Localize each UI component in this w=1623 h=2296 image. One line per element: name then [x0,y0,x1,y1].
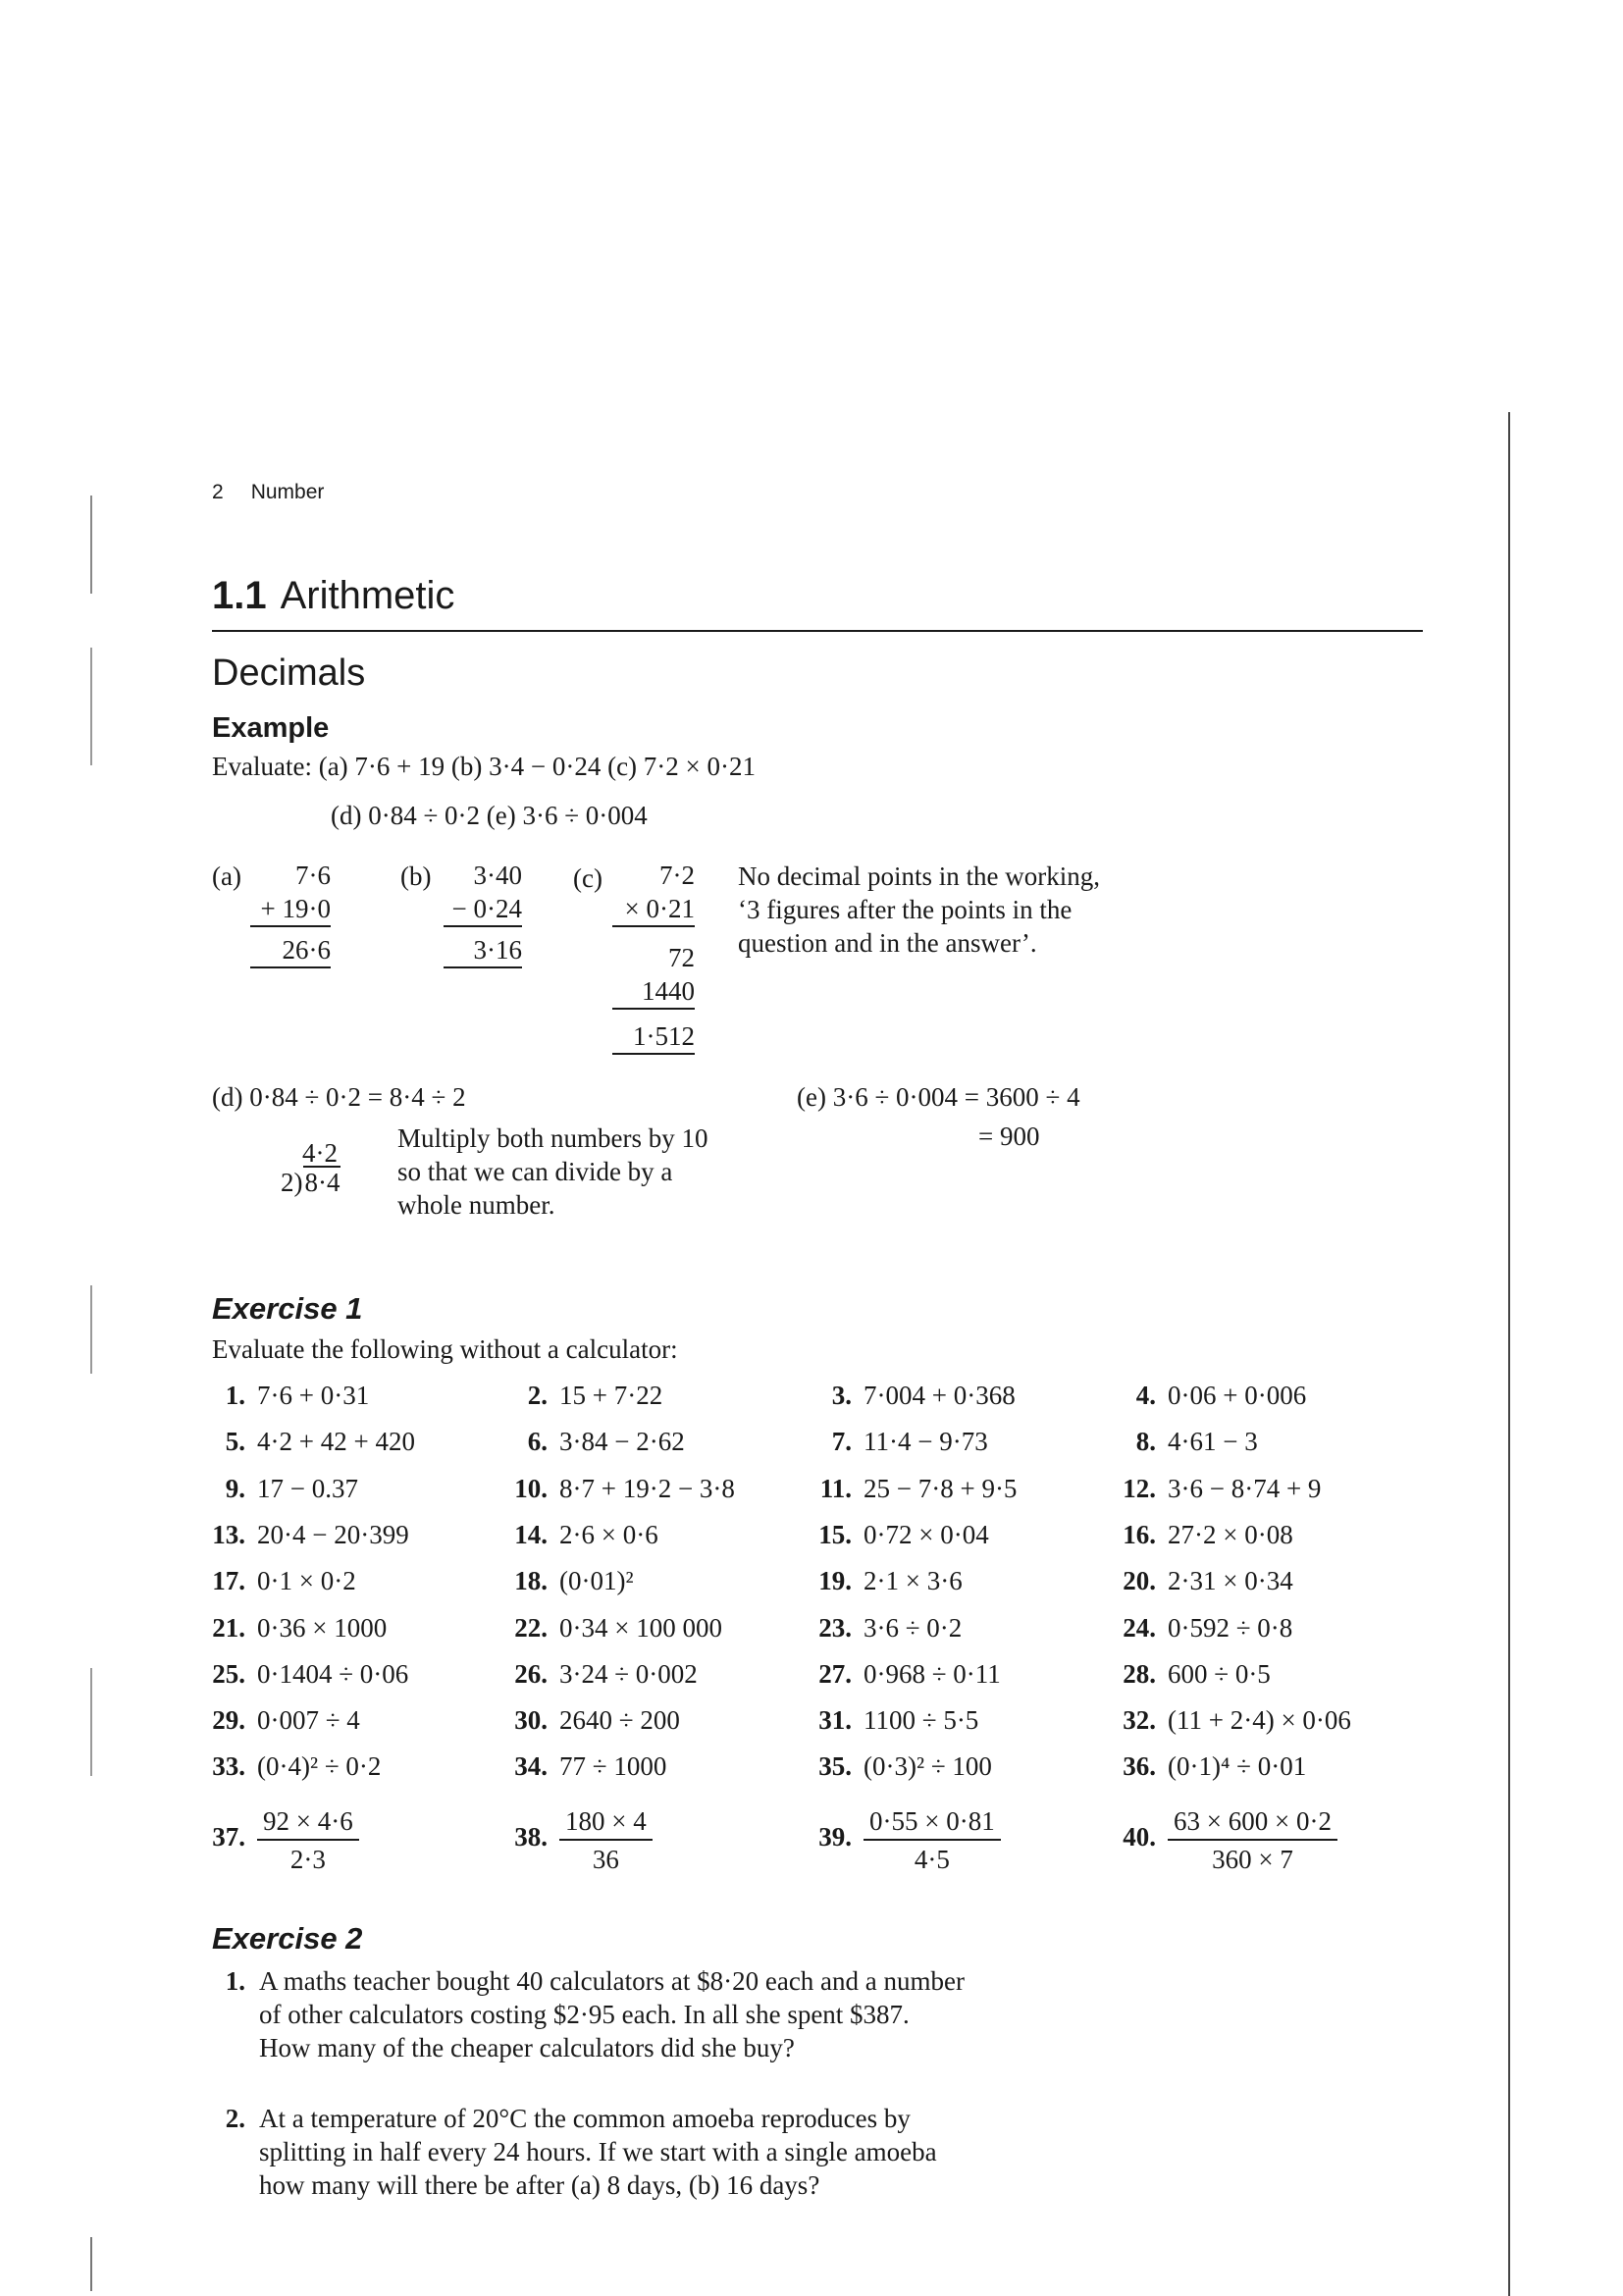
fraction-denominator: 36 [592,1845,619,1874]
exercise1-q-number: 15. [818,1519,852,1549]
exercise1-q-number: 6. [527,1427,548,1457]
exercise1-q-expression: 0·007 ÷ 4 [257,1705,360,1736]
working-e-line2: = 900 [978,1122,1040,1151]
exercise1-q-number: 3. [831,1381,852,1410]
example-heading: Example [212,712,330,744]
exercise1-q-expression: 11·4 − 9·73 [864,1427,988,1457]
exercise1-q-number: 23. [818,1612,852,1643]
exercise1-q-number: 26. [514,1658,548,1689]
long-division-dividend: 8·4 [304,1168,340,1197]
section-rule [212,630,1423,632]
exercise1-q-number: 1. [225,1381,245,1410]
exercise1-q-number: 33. [212,1751,245,1782]
working-d-note-line3: whole number. [397,1190,555,1220]
exercise2-q2-line3: how many will there be after (a) 8 days, (b) 16 days? [259,2170,820,2200]
exercise1-q-expression: 0·1 × 0·2 [257,1566,356,1596]
exercise1-q-number: 37. [212,1822,245,1852]
subsection-title: Decimals [212,652,366,694]
exercise1-q-number: 30. [514,1705,548,1736]
exercise1-q-number: 39. [818,1822,852,1852]
exercise1-instruction: Evaluate the following without a calculator: [212,1334,678,1364]
exercise1-q-number: 21. [212,1612,245,1643]
exercise1-q-number: 40. [1123,1822,1156,1852]
exercise1-heading: Exercise 1 [212,1291,363,1326]
exercise1-q-number: 36. [1123,1751,1156,1782]
exercise1-q-number: 22. [514,1612,548,1643]
exercise2-q1-line2: of other calculators costing $2·95 each. In all she spent $387. [259,2000,910,2029]
exercise1-q-number: 13. [212,1519,245,1549]
exercise1-q-expression: 600 ÷ 0·5 [1168,1658,1271,1689]
exercise1-q-number: 20. [1123,1566,1156,1596]
working-d-note-line1: Multiply both numbers by 10 [397,1123,708,1153]
fraction-numerator: 180 × 4 [559,1805,653,1841]
exercise1-fraction [559,1805,653,1876]
exercise1-q-number: 19. [818,1566,852,1596]
scan-margin-line-left-5 [90,2237,92,2291]
exercise1-q-number: 35. [818,1751,852,1782]
working-d-note [397,1122,708,1222]
fraction-denominator: 2·3 [289,1845,326,1874]
exercise1-q-number: 7. [831,1427,852,1457]
exercise2-q2-line1: At a temperature of 20°C the common amoeba reproduces by [259,2104,911,2133]
exercise2-q2-line2: splitting in half every 24 hours. If we start with a single amoeba [259,2137,937,2166]
exercise1-q-number: 8. [1135,1427,1156,1457]
exercise1-q-number: 4. [1135,1381,1156,1410]
fraction-numerator: 0·55 × 0·81 [864,1805,1001,1841]
exercise2-q1-number: 1. [225,1966,245,1996]
working-c-result: 1·512 [612,1019,695,1055]
example-intro-line2: (d) 0·84 ÷ 0·2 (e) 3·6 ÷ 0·004 [331,801,648,830]
exercise1-q-expression: 25 − 7·8 + 9·5 [864,1473,1018,1503]
working-c-row4: 1440 [612,974,695,1010]
working-d-line: (d) 0·84 ÷ 0·2 = 8·4 ÷ 2 [212,1082,466,1112]
exercise2-heading: Exercise 2 [212,1921,363,1956]
working-b-label: (b) [400,861,432,891]
exercise1-q-expression: 77 ÷ 1000 [559,1751,667,1782]
exercise1-q-expression: 3·24 ÷ 0·002 [559,1658,698,1689]
exercise1-q-expression: 3·84 − 2·62 [559,1427,685,1457]
exercise2-q1-line3: How many of the cheaper calculators did she buy? [259,2033,795,2062]
exercise1-fraction [1168,1805,1337,1876]
working-c-note-line3: question and in the answer’. [738,928,1037,958]
exercise1-q-number: 11. [819,1473,852,1503]
exercise1-q-expression: 7·004 + 0·368 [864,1381,1016,1410]
exercise1-q-number: 38. [514,1822,548,1852]
exercise1-q-expression: 0·968 ÷ 0·11 [864,1658,1001,1689]
working-b-row1: 3·40 [473,861,522,890]
fraction-numerator: 63 × 600 × 0·2 [1168,1805,1337,1841]
exercise1-q-expression: 8·7 + 19·2 − 3·8 [559,1473,735,1503]
exercise2-q2-number: 2. [225,2104,245,2133]
working-c-row3: 72 [668,943,695,972]
exercise1-q-expression: 0·592 ÷ 0·8 [1168,1612,1293,1643]
section-number: 1.1 [212,574,267,617]
working-b-row2: − 0·24 [444,892,522,927]
exercise1-q-number: 10. [514,1473,548,1503]
fraction-denominator: 360 × 7 [1212,1845,1293,1874]
exercise1-q-number: 28. [1123,1658,1156,1689]
scan-margin-line-left-2 [90,648,92,765]
exercise1-q-expression: (0·4)² ÷ 0·2 [257,1751,382,1782]
exercise1-q-number: 16. [1123,1519,1156,1549]
exercise1-q-expression: 0·36 × 1000 [257,1612,388,1643]
exercise1-q-number: 34. [514,1751,548,1782]
exercise1-q-expression: 3·6 ÷ 0·2 [864,1612,963,1643]
exercise1-fraction [257,1805,359,1876]
section-name: Arithmetic [280,574,455,617]
exercise1-q-expression: 2640 ÷ 200 [559,1705,680,1736]
exercise1-q-number: 31. [818,1705,852,1736]
exercise2-q1 [259,1964,965,2064]
exercise1-q-number: 29. [212,1705,245,1736]
working-c-label: (c) [573,863,602,893]
exercise1-q-expression: 7·6 + 0·31 [257,1381,370,1410]
exercise1-q-expression: 1100 ÷ 5·5 [864,1705,979,1736]
exercise1-q-expression: (0·3)² ÷ 100 [864,1751,992,1782]
exercise1-q-expression: (0·1)⁴ ÷ 0·01 [1168,1751,1307,1782]
exercise1-q-expression: 3·6 − 8·74 + 9 [1168,1473,1322,1503]
working-d-note-line2: so that we can divide by a [397,1157,673,1186]
exercise1-q-number: 14. [514,1519,548,1549]
exercise1-fraction [864,1805,1001,1876]
chapter-name: Number [250,481,325,503]
scan-margin-line-left-3 [90,1285,92,1374]
working-e-line1: (e) 3·6 ÷ 0·004 = 3600 ÷ 4 [797,1082,1080,1112]
exercise2-q2 [259,2102,937,2202]
working-a-result: 26·6 [250,933,331,968]
long-division-divisor: 2 [281,1168,294,1197]
exercise1-q-expression: 0·1404 ÷ 0·06 [257,1658,409,1689]
exercise1-q-expression: (0·01)² [559,1566,634,1596]
exercise1-q-number: 25. [212,1658,245,1689]
exercise1-q-number: 18. [514,1566,548,1596]
exercise1-q-expression: 27·2 × 0·08 [1168,1519,1293,1549]
exercise1-q-expression: 4·2 + 42 + 420 [257,1427,415,1457]
working-c [612,859,695,1055]
running-head [212,481,324,504]
section-title [212,574,454,618]
long-division-quotient: 4·2 [302,1138,338,1168]
working-a-row2: + 19·0 [250,892,331,927]
working-a-row1: 7·6 [295,861,331,890]
exercise1-q-number: 2. [527,1381,548,1410]
long-division-bracket: ) [293,1168,303,1197]
exercise1-q-expression: 0·34 × 100 000 [559,1612,722,1643]
working-a [250,859,331,968]
exercise1-q-expression: (11 + 2·4) × 0·06 [1168,1705,1351,1736]
working-a-label: (a) [212,861,241,891]
exercise1-q-number: 5. [225,1427,245,1457]
working-c-row1: 7·2 [659,861,695,890]
fraction-numerator: 92 × 4·6 [257,1805,359,1841]
exercise1-q-expression: 0·72 × 0·04 [864,1519,989,1549]
working-c-note-line1: No decimal points in the working, [738,861,1100,891]
exercise1-q-number: 32. [1123,1705,1156,1736]
long-division [281,1168,340,1198]
working-c-note-line2: ‘3 figures after the points in the [738,895,1073,924]
working-b-result: 3·16 [444,933,522,968]
working-c-note [738,860,1100,960]
working-b [444,859,522,968]
working-c-row2: × 0·21 [612,892,695,927]
exercise1-q-expression: 2·6 × 0·6 [559,1519,658,1549]
exercise1-q-expression: 20·4 − 20·399 [257,1519,409,1549]
exercise1-q-number: 27. [818,1658,852,1689]
scan-margin-line-left-4 [90,1668,92,1776]
exercise1-q-number: 24. [1123,1612,1156,1643]
scan-margin-line-left [90,496,92,594]
exercise2-q1-line1: A maths teacher bought 40 calculators at $8·20 each and a number [259,1966,965,1996]
exercise1-q-number: 12. [1123,1473,1156,1503]
page-number: 2 [212,481,224,503]
exercise1-q-expression: 17 − 0.37 [257,1473,358,1503]
exercise1-q-number: 9. [225,1473,245,1503]
fraction-denominator: 4·5 [914,1845,950,1874]
exercise1-q-expression: 2·1 × 3·6 [864,1566,963,1596]
exercise1-q-expression: 4·61 − 3 [1168,1427,1258,1457]
exercise1-q-expression: 15 + 7·22 [559,1381,663,1410]
scan-margin-line-right [1508,412,1510,2296]
exercise1-q-number: 17. [212,1566,245,1596]
exercise1-q-expression: 2·31 × 0·34 [1168,1566,1293,1596]
exercise1-q-expression: 0·06 + 0·006 [1168,1381,1307,1410]
example-intro-line1: Evaluate: (a) 7·6 + 19 (b) 3·4 − 0·24 (c) 7·2 × 0·21 [212,752,757,781]
